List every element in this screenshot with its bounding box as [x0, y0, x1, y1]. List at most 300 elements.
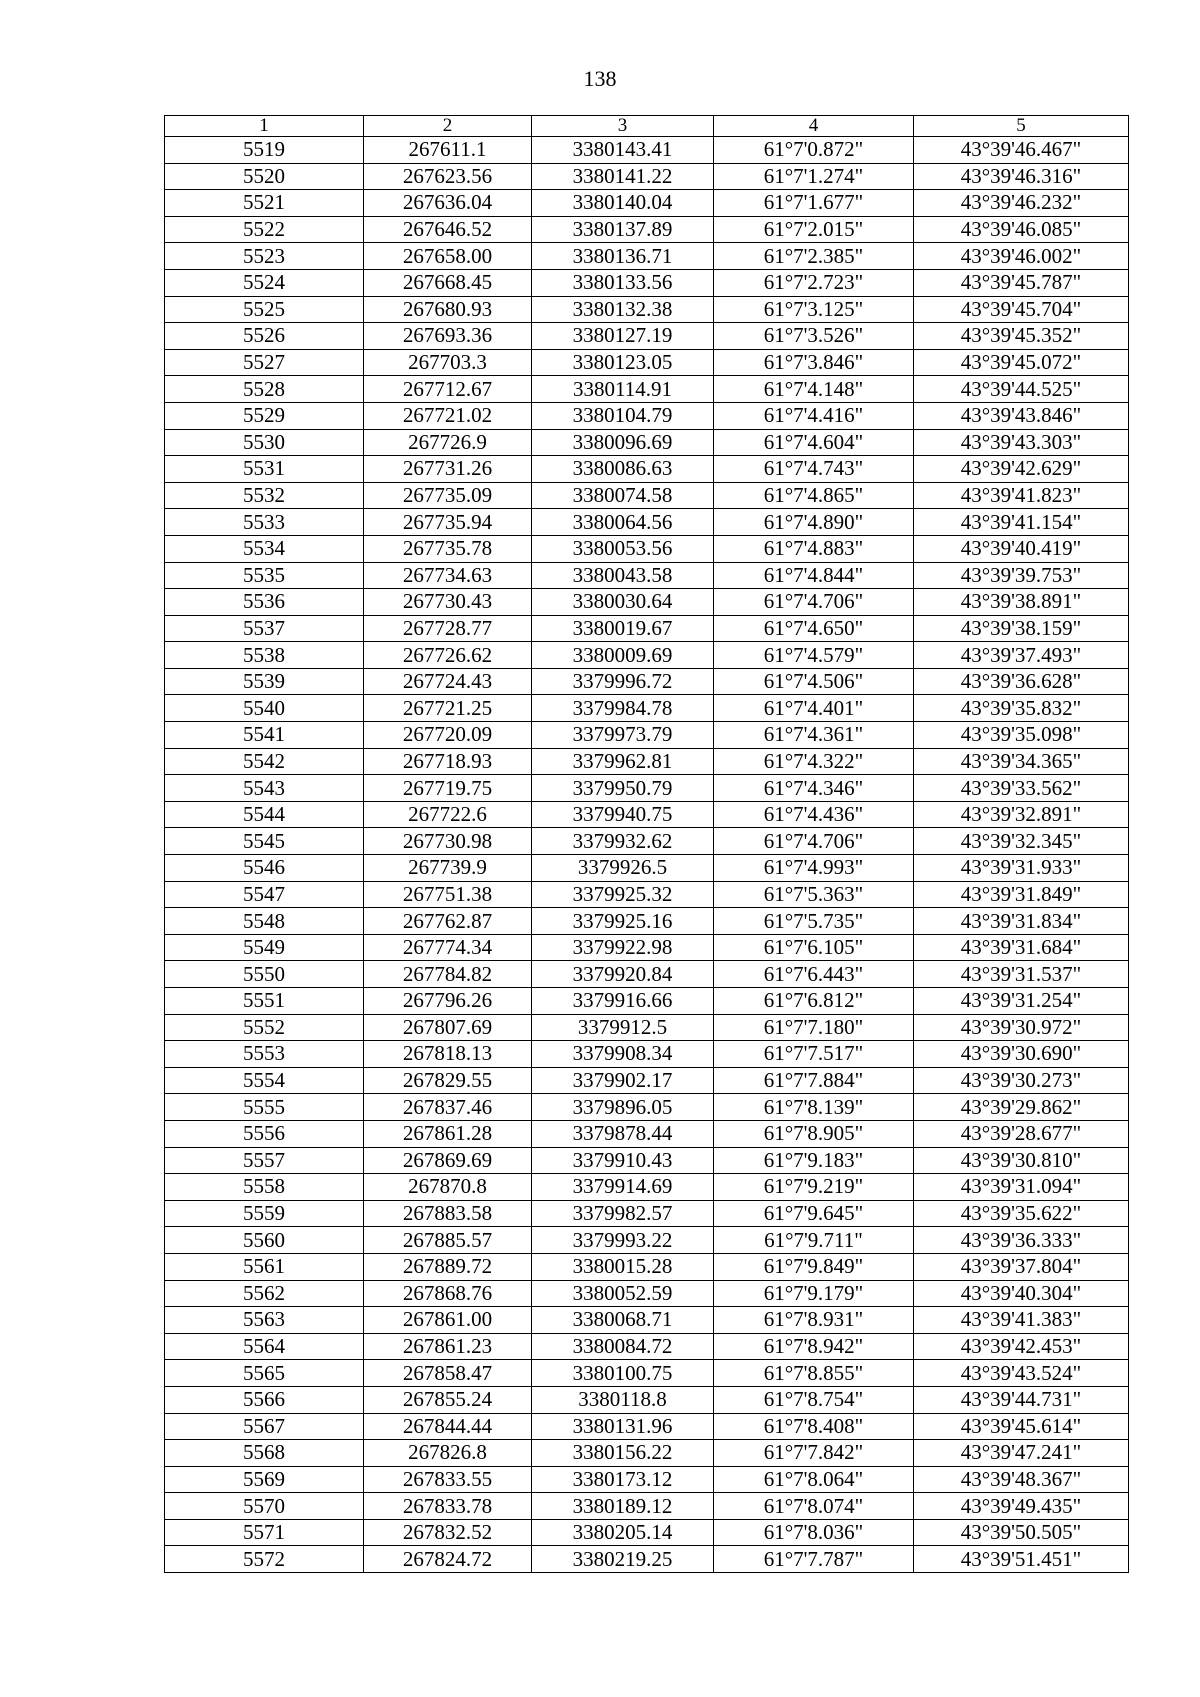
table-row: [165, 1307, 1129, 1334]
latitude-cell: 43°39'32.345": [914, 828, 1129, 855]
x-coordinate-cell: 267719.75: [364, 775, 532, 802]
table-row: [165, 163, 1129, 190]
latitude-cell: 43°39'41.823": [914, 482, 1129, 509]
point-number-cell: 5537: [165, 615, 364, 642]
y-coordinate-cell: 3379922.98: [532, 934, 714, 961]
longitude-cell: 61°7'7.842": [714, 1440, 914, 1467]
y-coordinate-cell: 3380136.71: [532, 243, 714, 270]
y-coordinate-cell: 3380127.19: [532, 323, 714, 350]
x-coordinate-cell: 267712.67: [364, 376, 532, 403]
y-coordinate-cell: 3380068.71: [532, 1307, 714, 1334]
x-coordinate-cell: 267824.72: [364, 1546, 532, 1573]
latitude-cell: 43°39'31.933": [914, 855, 1129, 882]
table-row: [165, 429, 1129, 456]
point-number-cell: 5547: [165, 881, 364, 908]
point-number-cell: 5523: [165, 243, 364, 270]
x-coordinate-cell: 267796.26: [364, 988, 532, 1015]
table-row: [165, 988, 1129, 1015]
longitude-cell: 61°7'7.884": [714, 1067, 914, 1094]
table-row: [165, 642, 1129, 669]
y-coordinate-cell: 3379932.62: [532, 828, 714, 855]
x-coordinate-cell: 267720.09: [364, 722, 532, 749]
column-header: 5: [914, 116, 1129, 137]
x-coordinate-cell: 267739.9: [364, 855, 532, 882]
longitude-cell: 61°7'8.139": [714, 1094, 914, 1121]
x-coordinate-cell: 267861.23: [364, 1333, 532, 1360]
longitude-cell: 61°7'8.855": [714, 1360, 914, 1387]
y-coordinate-cell: 3379973.79: [532, 722, 714, 749]
y-coordinate-cell: 3380141.22: [532, 163, 714, 190]
y-coordinate-cell: 3380053.56: [532, 535, 714, 562]
x-coordinate-cell: 267833.78: [364, 1493, 532, 1520]
longitude-cell: 61°7'9.183": [714, 1147, 914, 1174]
latitude-cell: 43°39'51.451": [914, 1546, 1129, 1573]
x-coordinate-cell: 267636.04: [364, 190, 532, 217]
table-row: [165, 1413, 1129, 1440]
y-coordinate-cell: 3380133.56: [532, 269, 714, 296]
longitude-cell: 61°7'7.787": [714, 1546, 914, 1573]
x-coordinate-cell: 267722.6: [364, 801, 532, 828]
longitude-cell: 61°7'6.443": [714, 961, 914, 988]
x-coordinate-cell: 267646.52: [364, 216, 532, 243]
longitude-cell: 61°7'9.219": [714, 1174, 914, 1201]
column-header: 2: [364, 116, 532, 137]
point-number-cell: 5559: [165, 1200, 364, 1227]
longitude-cell: 61°7'2.723": [714, 269, 914, 296]
y-coordinate-cell: 3379908.34: [532, 1041, 714, 1068]
x-coordinate-cell: 267728.77: [364, 615, 532, 642]
x-coordinate-cell: 267721.25: [364, 695, 532, 722]
y-coordinate-cell: 3380084.72: [532, 1333, 714, 1360]
latitude-cell: 43°39'35.098": [914, 722, 1129, 749]
point-number-cell: 5543: [165, 775, 364, 802]
x-coordinate-cell: 267693.36: [364, 323, 532, 350]
y-coordinate-cell: 3380137.89: [532, 216, 714, 243]
y-coordinate-cell: 3380019.67: [532, 615, 714, 642]
point-number-cell: 5538: [165, 642, 364, 669]
column-header: 1: [165, 116, 364, 137]
x-coordinate-cell: 267858.47: [364, 1360, 532, 1387]
point-number-cell: 5572: [165, 1546, 364, 1573]
latitude-cell: 43°39'35.832": [914, 695, 1129, 722]
x-coordinate-cell: 267762.87: [364, 908, 532, 935]
y-coordinate-cell: 3380132.38: [532, 296, 714, 323]
x-coordinate-cell: 267718.93: [364, 748, 532, 775]
latitude-cell: 43°39'33.562": [914, 775, 1129, 802]
table-row: [165, 589, 1129, 616]
longitude-cell: 61°7'8.064": [714, 1466, 914, 1493]
longitude-cell: 61°7'1.677": [714, 190, 914, 217]
y-coordinate-cell: 3380096.69: [532, 429, 714, 456]
table-row: [165, 775, 1129, 802]
x-coordinate-cell: 267832.52: [364, 1519, 532, 1546]
longitude-cell: 61°7'9.849": [714, 1253, 914, 1280]
y-coordinate-cell: 3379940.75: [532, 801, 714, 828]
y-coordinate-cell: 3379984.78: [532, 695, 714, 722]
y-coordinate-cell: 3380043.58: [532, 562, 714, 589]
table-row: [165, 668, 1129, 695]
header-row: [165, 116, 1129, 137]
x-coordinate-cell: 267844.44: [364, 1413, 532, 1440]
longitude-cell: 61°7'4.890": [714, 509, 914, 536]
y-coordinate-cell: 3380104.79: [532, 402, 714, 429]
longitude-cell: 61°7'4.148": [714, 376, 914, 403]
point-number-cell: 5564: [165, 1333, 364, 1360]
y-coordinate-cell: 3380052.59: [532, 1280, 714, 1307]
latitude-cell: 43°39'48.367": [914, 1466, 1129, 1493]
point-number-cell: 5560: [165, 1227, 364, 1254]
table-row: [165, 801, 1129, 828]
table-row: [165, 1360, 1129, 1387]
latitude-cell: 43°39'41.154": [914, 509, 1129, 536]
point-number-cell: 5567: [165, 1413, 364, 1440]
point-number-cell: 5528: [165, 376, 364, 403]
point-number-cell: 5544: [165, 801, 364, 828]
table-row: [165, 1041, 1129, 1068]
latitude-cell: 43°39'34.365": [914, 748, 1129, 775]
y-coordinate-cell: 3380123.05: [532, 349, 714, 376]
table-row: [165, 376, 1129, 403]
latitude-cell: 43°39'50.505": [914, 1519, 1129, 1546]
table-row: [165, 323, 1129, 350]
table-row: [165, 562, 1129, 589]
x-coordinate-cell: 267623.56: [364, 163, 532, 190]
longitude-cell: 61°7'4.604": [714, 429, 914, 456]
x-coordinate-cell: 267726.9: [364, 429, 532, 456]
longitude-cell: 61°7'4.844": [714, 562, 914, 589]
y-coordinate-cell: 3380064.56: [532, 509, 714, 536]
y-coordinate-cell: 3380074.58: [532, 482, 714, 509]
y-coordinate-cell: 3379925.32: [532, 881, 714, 908]
x-coordinate-cell: 267735.94: [364, 509, 532, 536]
table-row: [165, 961, 1129, 988]
table-row: [165, 748, 1129, 775]
table-row: [165, 695, 1129, 722]
longitude-cell: 61°7'9.711": [714, 1227, 914, 1254]
point-number-cell: 5571: [165, 1519, 364, 1546]
latitude-cell: 43°39'46.316": [914, 163, 1129, 190]
y-coordinate-cell: 3380140.04: [532, 190, 714, 217]
y-coordinate-cell: 3380030.64: [532, 589, 714, 616]
point-number-cell: 5557: [165, 1147, 364, 1174]
table-row: [165, 908, 1129, 935]
y-coordinate-cell: 3380189.12: [532, 1493, 714, 1520]
latitude-cell: 43°39'41.383": [914, 1307, 1129, 1334]
y-coordinate-cell: 3380205.14: [532, 1519, 714, 1546]
table-row: [165, 934, 1129, 961]
longitude-cell: 61°7'4.436": [714, 801, 914, 828]
point-number-cell: 5565: [165, 1360, 364, 1387]
point-number-cell: 5524: [165, 269, 364, 296]
x-coordinate-cell: 267883.58: [364, 1200, 532, 1227]
table-row: [165, 881, 1129, 908]
point-number-cell: 5532: [165, 482, 364, 509]
x-coordinate-cell: 267833.55: [364, 1466, 532, 1493]
point-number-cell: 5539: [165, 668, 364, 695]
point-number-cell: 5522: [165, 216, 364, 243]
point-number-cell: 5570: [165, 1493, 364, 1520]
latitude-cell: 43°39'49.435": [914, 1493, 1129, 1520]
x-coordinate-cell: 267774.34: [364, 934, 532, 961]
longitude-cell: 61°7'4.883": [714, 535, 914, 562]
y-coordinate-cell: 3379896.05: [532, 1094, 714, 1121]
point-number-cell: 5519: [165, 137, 364, 164]
x-coordinate-cell: 267724.43: [364, 668, 532, 695]
table-row: [165, 509, 1129, 536]
x-coordinate-cell: 267680.93: [364, 296, 532, 323]
longitude-cell: 61°7'8.754": [714, 1386, 914, 1413]
longitude-cell: 61°7'6.105": [714, 934, 914, 961]
y-coordinate-cell: 3380173.12: [532, 1466, 714, 1493]
latitude-cell: 43°39'46.002": [914, 243, 1129, 270]
table-row: [165, 296, 1129, 323]
point-number-cell: 5534: [165, 535, 364, 562]
y-coordinate-cell: 3380143.41: [532, 137, 714, 164]
point-number-cell: 5548: [165, 908, 364, 935]
x-coordinate-cell: 267885.57: [364, 1227, 532, 1254]
x-coordinate-cell: 267861.28: [364, 1120, 532, 1147]
y-coordinate-cell: 3379982.57: [532, 1200, 714, 1227]
point-number-cell: 5525: [165, 296, 364, 323]
latitude-cell: 43°39'37.493": [914, 642, 1129, 669]
point-number-cell: 5549: [165, 934, 364, 961]
y-coordinate-cell: 3379910.43: [532, 1147, 714, 1174]
longitude-cell: 61°7'4.361": [714, 722, 914, 749]
latitude-cell: 43°39'31.094": [914, 1174, 1129, 1201]
point-number-cell: 5555: [165, 1094, 364, 1121]
y-coordinate-cell: 3380015.28: [532, 1253, 714, 1280]
table-row: [165, 1094, 1129, 1121]
table-row: [165, 1014, 1129, 1041]
latitude-cell: 43°39'36.628": [914, 668, 1129, 695]
x-coordinate-cell: 267751.38: [364, 881, 532, 908]
x-coordinate-cell: 267731.26: [364, 456, 532, 483]
latitude-cell: 43°39'45.072": [914, 349, 1129, 376]
coordinates-table: [164, 115, 1129, 1573]
table-row: [165, 1200, 1129, 1227]
longitude-cell: 61°7'4.706": [714, 828, 914, 855]
table-row: [165, 1280, 1129, 1307]
point-number-cell: 5563: [165, 1307, 364, 1334]
y-coordinate-cell: 3380086.63: [532, 456, 714, 483]
latitude-cell: 43°39'40.304": [914, 1280, 1129, 1307]
x-coordinate-cell: 267868.76: [364, 1280, 532, 1307]
column-header: 4: [714, 116, 914, 137]
longitude-cell: 61°7'5.363": [714, 881, 914, 908]
longitude-cell: 61°7'2.015": [714, 216, 914, 243]
longitude-cell: 61°7'2.385": [714, 243, 914, 270]
latitude-cell: 43°39'31.849": [914, 881, 1129, 908]
latitude-cell: 43°39'29.862": [914, 1094, 1129, 1121]
table-row: [165, 615, 1129, 642]
table-row: [165, 1174, 1129, 1201]
table-row: [165, 190, 1129, 217]
x-coordinate-cell: 267611.1: [364, 137, 532, 164]
x-coordinate-cell: 267658.00: [364, 243, 532, 270]
x-coordinate-cell: 267730.43: [364, 589, 532, 616]
point-number-cell: 5527: [165, 349, 364, 376]
x-coordinate-cell: 267818.13: [364, 1041, 532, 1068]
point-number-cell: 5529: [165, 402, 364, 429]
table-row: [165, 1333, 1129, 1360]
point-number-cell: 5561: [165, 1253, 364, 1280]
page-number: 138: [583, 66, 617, 91]
point-number-cell: 5553: [165, 1041, 364, 1068]
point-number-cell: 5551: [165, 988, 364, 1015]
latitude-cell: 43°39'45.614": [914, 1413, 1129, 1440]
x-coordinate-cell: 267784.82: [364, 961, 532, 988]
latitude-cell: 43°39'38.891": [914, 589, 1129, 616]
x-coordinate-cell: 267870.8: [364, 1174, 532, 1201]
table-row: [165, 243, 1129, 270]
latitude-cell: 43°39'30.972": [914, 1014, 1129, 1041]
x-coordinate-cell: 267837.46: [364, 1094, 532, 1121]
x-coordinate-cell: 267861.00: [364, 1307, 532, 1334]
longitude-cell: 61°7'7.180": [714, 1014, 914, 1041]
table-row: [165, 722, 1129, 749]
y-coordinate-cell: 3380156.22: [532, 1440, 714, 1467]
x-coordinate-cell: 267829.55: [364, 1067, 532, 1094]
latitude-cell: 43°39'46.085": [914, 216, 1129, 243]
longitude-cell: 61°7'8.074": [714, 1493, 914, 1520]
x-coordinate-cell: 267703.3: [364, 349, 532, 376]
x-coordinate-cell: 267807.69: [364, 1014, 532, 1041]
y-coordinate-cell: 3379925.16: [532, 908, 714, 935]
longitude-cell: 61°7'4.346": [714, 775, 914, 802]
longitude-cell: 61°7'9.645": [714, 1200, 914, 1227]
latitude-cell: 43°39'37.804": [914, 1253, 1129, 1280]
longitude-cell: 61°7'4.706": [714, 589, 914, 616]
longitude-cell: 61°7'3.526": [714, 323, 914, 350]
latitude-cell: 43°39'30.273": [914, 1067, 1129, 1094]
latitude-cell: 43°39'40.419": [914, 535, 1129, 562]
x-coordinate-cell: 267735.78: [364, 535, 532, 562]
table-header: [165, 116, 1129, 137]
latitude-cell: 43°39'46.232": [914, 190, 1129, 217]
point-number-cell: 5568: [165, 1440, 364, 1467]
longitude-cell: 61°7'5.735": [714, 908, 914, 935]
table-body: [165, 137, 1129, 1573]
longitude-cell: 61°7'0.872": [714, 137, 914, 164]
latitude-cell: 43°39'38.159": [914, 615, 1129, 642]
x-coordinate-cell: 267668.45: [364, 269, 532, 296]
longitude-cell: 61°7'8.931": [714, 1307, 914, 1334]
table-row: [165, 1067, 1129, 1094]
x-coordinate-cell: 267826.8: [364, 1440, 532, 1467]
point-number-cell: 5533: [165, 509, 364, 536]
point-number-cell: 5552: [165, 1014, 364, 1041]
x-coordinate-cell: 267869.69: [364, 1147, 532, 1174]
latitude-cell: 43°39'44.731": [914, 1386, 1129, 1413]
x-coordinate-cell: 267889.72: [364, 1253, 532, 1280]
latitude-cell: 43°39'32.891": [914, 801, 1129, 828]
latitude-cell: 43°39'35.622": [914, 1200, 1129, 1227]
latitude-cell: 43°39'45.787": [914, 269, 1129, 296]
latitude-cell: 43°39'46.467": [914, 137, 1129, 164]
point-number-cell: 5520: [165, 163, 364, 190]
longitude-cell: 61°7'3.846": [714, 349, 914, 376]
point-number-cell: 5535: [165, 562, 364, 589]
y-coordinate-cell: 3379920.84: [532, 961, 714, 988]
table-row: [165, 137, 1129, 164]
table-row: [165, 402, 1129, 429]
point-number-cell: 5554: [165, 1067, 364, 1094]
longitude-cell: 61°7'7.517": [714, 1041, 914, 1068]
table-row: [165, 1440, 1129, 1467]
y-coordinate-cell: 3379878.44: [532, 1120, 714, 1147]
y-coordinate-cell: 3380131.96: [532, 1413, 714, 1440]
table-row: [165, 535, 1129, 562]
table-row: [165, 1227, 1129, 1254]
point-number-cell: 5530: [165, 429, 364, 456]
point-number-cell: 5526: [165, 323, 364, 350]
longitude-cell: 61°7'3.125": [714, 296, 914, 323]
point-number-cell: 5556: [165, 1120, 364, 1147]
table-row: [165, 1546, 1129, 1573]
latitude-cell: 43°39'31.834": [914, 908, 1129, 935]
x-coordinate-cell: 267734.63: [364, 562, 532, 589]
latitude-cell: 43°39'36.333": [914, 1227, 1129, 1254]
latitude-cell: 43°39'45.352": [914, 323, 1129, 350]
table-row: [165, 456, 1129, 483]
y-coordinate-cell: 3380219.25: [532, 1546, 714, 1573]
longitude-cell: 61°7'4.401": [714, 695, 914, 722]
point-number-cell: 5569: [165, 1466, 364, 1493]
x-coordinate-cell: 267721.02: [364, 402, 532, 429]
y-coordinate-cell: 3380009.69: [532, 642, 714, 669]
longitude-cell: 61°7'9.179": [714, 1280, 914, 1307]
latitude-cell: 43°39'39.753": [914, 562, 1129, 589]
y-coordinate-cell: 3380100.75: [532, 1360, 714, 1387]
latitude-cell: 43°39'31.254": [914, 988, 1129, 1015]
longitude-cell: 61°7'4.993": [714, 855, 914, 882]
y-coordinate-cell: 3379902.17: [532, 1067, 714, 1094]
x-coordinate-cell: 267855.24: [364, 1386, 532, 1413]
longitude-cell: 61°7'1.274": [714, 163, 914, 190]
table-row: [165, 1519, 1129, 1546]
table-row: [165, 1147, 1129, 1174]
point-number-cell: 5541: [165, 722, 364, 749]
latitude-cell: 43°39'31.684": [914, 934, 1129, 961]
longitude-cell: 61°7'4.650": [714, 615, 914, 642]
y-coordinate-cell: 3380114.91: [532, 376, 714, 403]
x-coordinate-cell: 267735.09: [364, 482, 532, 509]
table-row: [165, 855, 1129, 882]
longitude-cell: 61°7'8.036": [714, 1519, 914, 1546]
longitude-cell: 61°7'8.905": [714, 1120, 914, 1147]
table-row: [165, 349, 1129, 376]
y-coordinate-cell: 3379962.81: [532, 748, 714, 775]
y-coordinate-cell: 3379950.79: [532, 775, 714, 802]
point-number-cell: 5566: [165, 1386, 364, 1413]
table-row: [165, 828, 1129, 855]
latitude-cell: 43°39'43.846": [914, 402, 1129, 429]
x-coordinate-cell: 267730.98: [364, 828, 532, 855]
longitude-cell: 61°7'4.865": [714, 482, 914, 509]
point-number-cell: 5546: [165, 855, 364, 882]
point-number-cell: 5542: [165, 748, 364, 775]
longitude-cell: 61°7'8.408": [714, 1413, 914, 1440]
table-row: [165, 1120, 1129, 1147]
latitude-cell: 43°39'43.524": [914, 1360, 1129, 1387]
longitude-cell: 61°7'4.506": [714, 668, 914, 695]
y-coordinate-cell: 3379996.72: [532, 668, 714, 695]
longitude-cell: 61°7'4.322": [714, 748, 914, 775]
x-coordinate-cell: 267726.62: [364, 642, 532, 669]
table-row: [165, 1493, 1129, 1520]
table-row: [165, 1466, 1129, 1493]
longitude-cell: 61°7'4.743": [714, 456, 914, 483]
